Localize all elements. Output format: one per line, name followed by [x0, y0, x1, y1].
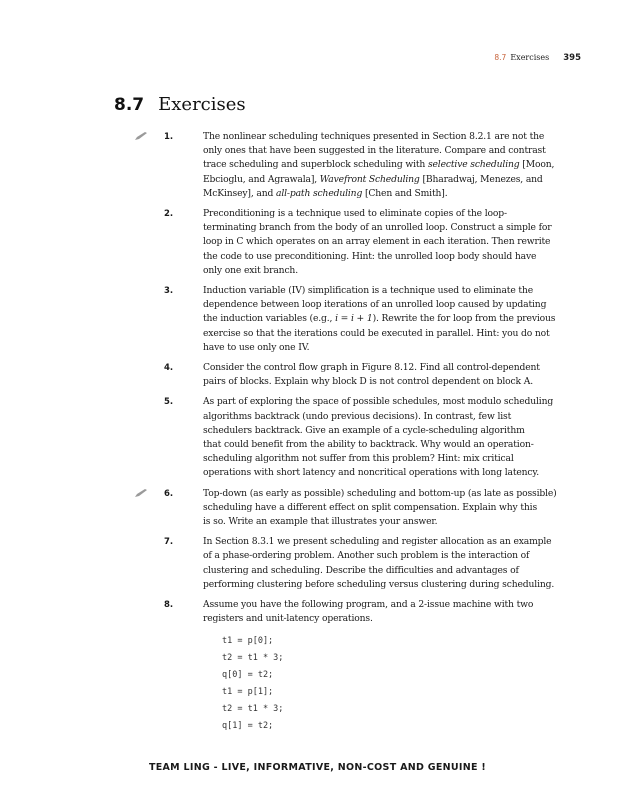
- text-line: [203, 578, 585, 592]
- section-title: Exercises: [158, 94, 246, 115]
- text-line: [203, 395, 585, 409]
- footer-watermark: TEAM LING - LIVE, INFORMATIVE, NON-COST AND GENUINE !: [148, 762, 487, 773]
- italic-term: Wavefront Scheduling: [319, 173, 420, 185]
- text-run: performing clustering before scheduling versus clustering during scheduling.: [203, 578, 555, 590]
- code-line: t1 = p[1];: [222, 686, 274, 697]
- text-run: clustering and scheduling. Describe the difficulties and advantages of: [203, 564, 519, 576]
- exercise-text: [203, 130, 585, 201]
- text-line: [203, 564, 585, 578]
- text-line: [203, 173, 585, 187]
- code-line: t1 = p[0];: [222, 635, 274, 646]
- text-run: In Section 8.3.1 we present scheduling and register allocation as an example: [203, 536, 552, 548]
- text-line: [203, 250, 585, 264]
- text-run: of a phase-ordering problem. Another such problem is the interaction of: [203, 550, 530, 562]
- text-line: [203, 487, 585, 501]
- text-line: [203, 501, 585, 515]
- text-line: [203, 612, 585, 626]
- code-line: t2 = t1 * 3;: [222, 703, 284, 714]
- text-line: [203, 438, 585, 452]
- text-line: [203, 361, 585, 375]
- text-run: Consider the control flow graph in Figure 8.12. Find all control-dependent: [203, 362, 540, 374]
- text-run: dependence between loop iterations of an unrolled loop caused by updating: [203, 299, 547, 311]
- text-run: The nonlinear scheduling techniques presented in Section 8.2.1 are not the: [203, 131, 545, 142]
- section-heading: [114, 94, 246, 115]
- text-run: the code to use preconditioning. Hint: the unrolled loop body should have: [203, 250, 537, 262]
- italic-term: i: [335, 313, 338, 325]
- text-line: [203, 207, 585, 221]
- text-line: [203, 515, 585, 529]
- text-run: only one exit branch.: [203, 264, 298, 276]
- exercise-item: [0, 130, 635, 201]
- exercise-number: 3.: [164, 286, 174, 297]
- text-run: terminating branch from the body of an unrolled loop. Construct a simple for: [203, 222, 552, 234]
- text-run: Preconditioning is a technique used to eliminate copies of the loop-: [203, 208, 507, 220]
- header-section-number: 8.7: [494, 53, 507, 62]
- text-run: algorithms backtrack (undo previous decisions). In contrast, few list: [203, 410, 512, 422]
- exercise-number: 4.: [164, 363, 174, 374]
- text-run: only ones that have been suggested in the literature. Compare and contrast: [203, 145, 546, 157]
- text-run: =: [337, 313, 351, 325]
- exercise-text: [203, 361, 585, 389]
- exercise-item: [0, 207, 635, 278]
- exercise-item: [0, 284, 635, 355]
- italic-term: i: [350, 313, 354, 325]
- text-run: ). Rewrite the for loop from the previous: [372, 313, 556, 325]
- exercise-number: 2.: [164, 209, 174, 220]
- pencil-icon: [134, 131, 148, 141]
- text-run: [Chen and Smith].: [362, 187, 448, 199]
- text-run: As part of exploring the space of possible schedules, most modulo scheduling: [203, 396, 554, 408]
- text-run: Ebcioglu, and Agrawala],: [203, 173, 320, 185]
- text-run: loop in C which operates on an array element in each iteration. Then rewrite: [203, 236, 551, 248]
- code-line: q[1] = t2;: [222, 720, 274, 731]
- text-line: [203, 598, 585, 612]
- text-line: [203, 130, 585, 144]
- text-line: [203, 235, 585, 249]
- text-run: Assume you have the following program, and a 2-issue machine with two: [203, 599, 534, 611]
- text-line: [203, 284, 585, 298]
- text-run: [Bharadwaj, Menezes, and: [419, 173, 543, 185]
- text-line: [203, 187, 585, 201]
- exercise-item: [0, 535, 635, 592]
- text-line: [203, 424, 585, 438]
- text-run: exercise so that the iterations could be executed in parallel. Hint: you do not: [203, 327, 550, 339]
- text-line: [203, 452, 585, 466]
- text-run: is so. Write an example that illustrates your answer.: [203, 516, 438, 528]
- exercise-number: 6.: [164, 488, 174, 499]
- exercise-text: [203, 395, 585, 480]
- exercise-text: [203, 284, 585, 355]
- text-line: [203, 144, 585, 158]
- text-line: [203, 298, 585, 312]
- header-section-title: Exercises: [510, 53, 550, 62]
- exercise-number: 7.: [164, 537, 174, 548]
- exercise-number: 5.: [164, 397, 174, 408]
- text-line: [203, 312, 585, 326]
- exercise-text: [203, 535, 585, 592]
- text-run: schedulers backtrack. Give an example of a cycle-scheduling algorithm: [203, 424, 525, 436]
- text-line: [203, 327, 585, 341]
- italic-term: 1: [366, 313, 373, 325]
- exercise-number: 8.: [164, 600, 174, 611]
- text-line: [203, 341, 585, 355]
- code-block: [222, 633, 635, 735]
- text-line: [203, 535, 585, 549]
- text-line: [203, 466, 585, 480]
- text-line: [203, 221, 585, 235]
- text-line: [203, 264, 585, 278]
- exercise-text: [203, 487, 585, 530]
- text-line: [203, 375, 585, 389]
- exercise-list: [0, 130, 635, 741]
- exercise-text: [203, 207, 585, 278]
- text-run: Induction variable (IV) simplification is a technique used to eliminate the: [203, 285, 533, 297]
- text-run: [Moon,: [519, 159, 555, 171]
- text-run: McKinsey], and: [203, 187, 276, 199]
- text-run: registers and unit-latency operations.: [203, 613, 373, 625]
- exercise-item: [0, 361, 635, 389]
- text-run: +: [353, 313, 367, 325]
- text-run: the induction variables (e.g.,: [203, 313, 336, 325]
- code-line: q[0] = t2;: [222, 669, 274, 680]
- text-line: [203, 410, 585, 424]
- page-number: 395: [563, 53, 581, 63]
- text-run: scheduling algorithm not suffer from this problem? Hint: mix critical: [203, 453, 514, 465]
- code-line: t2 = t1 * 3;: [222, 652, 284, 663]
- text-run: that could benefit from the ability to backtrack. Why would an operation-: [203, 439, 534, 451]
- text-run: trace scheduling and superblock scheduling with: [203, 159, 428, 171]
- section-number: 8.7: [114, 95, 145, 115]
- text-run: scheduling have a different effect on split compensation. Explain why this: [203, 501, 538, 513]
- exercise-item: [0, 395, 635, 480]
- text-run: Top-down (as early as possible) scheduling and bottom-up (as late as possible): [203, 487, 557, 499]
- italic-term: all-path scheduling: [276, 187, 363, 199]
- italic-term: selective scheduling: [427, 159, 520, 171]
- exercise-item: [0, 598, 635, 734]
- text-run: have to use only one IV.: [203, 341, 310, 353]
- exercise-item: [0, 487, 635, 530]
- exercise-number: 1.: [164, 132, 174, 142]
- text-run: pairs of blocks. Explain why block D is not control dependent on block A.: [203, 376, 533, 388]
- exercise-text: [203, 598, 585, 626]
- text-line: [203, 549, 585, 563]
- running-header: [494, 53, 581, 63]
- pencil-icon: [134, 488, 148, 498]
- text-run: operations with short latency and noncritical operations with long latency.: [203, 467, 540, 479]
- text-line: [203, 158, 585, 172]
